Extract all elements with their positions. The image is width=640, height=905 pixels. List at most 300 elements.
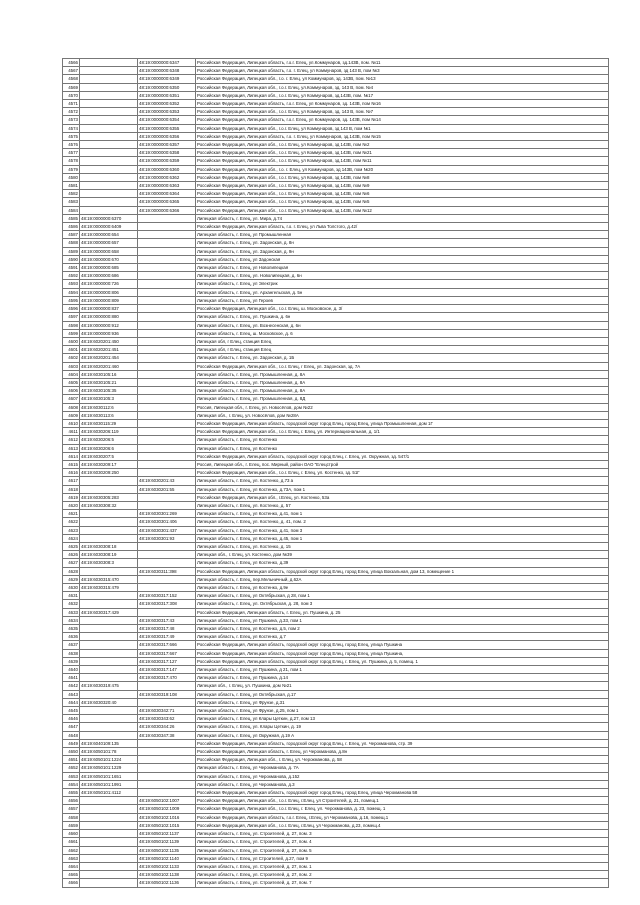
table-row[interactable] (63, 698, 609, 706)
premises-cadastral-number[interactable]: 48:19:0000000:6362 (138, 173, 196, 181)
address-cell[interactable]: Российская Федерация, Липецкая область, г.о. г. Елец, ул Льва Толстого, д.42/ (196, 223, 609, 231)
table-row[interactable] (63, 501, 609, 509)
cadastral-number[interactable] (80, 198, 138, 206)
row-number[interactable]: 4636 (63, 633, 80, 641)
table-row[interactable] (63, 288, 609, 296)
cadastral-number[interactable] (80, 731, 138, 739)
table-row[interactable] (63, 198, 609, 206)
row-number[interactable]: 4596 (63, 305, 80, 313)
premises-cadastral-number[interactable]: 48:19:6050102:1133 (138, 862, 196, 870)
address-cell[interactable]: Липецкая область, г. Елец, ул Пушкина, д.33, пом 1 (196, 616, 609, 624)
address-cell[interactable]: Липецкая область, г. Елец, ул. Промышленная, д. 8А (196, 387, 609, 395)
address-cell[interactable]: Липецкая область, г. Елец, ул Черокманова, д. 7А (196, 764, 609, 772)
row-number[interactable]: 4571 (63, 100, 80, 108)
row-number[interactable]: 4570 (63, 91, 80, 99)
row-number[interactable]: 4575 (63, 132, 80, 140)
cadastral-number[interactable]: 48:19:6030315:470 (80, 575, 138, 583)
row-number[interactable]: 4639 (63, 657, 80, 665)
row-number[interactable]: 4632 (63, 600, 80, 608)
table-row[interactable] (63, 584, 609, 592)
address-cell[interactable]: Липецкая область, г. Елец, ул Октябрьская, д 28, пом 1 (196, 592, 609, 600)
premises-cadastral-number[interactable]: 48:19:6050102:1138 (138, 871, 196, 879)
table-row[interactable] (63, 337, 609, 345)
premises-cadastral-number[interactable]: 48:19:6030317:308 (138, 600, 196, 608)
premises-cadastral-number[interactable]: 48:19:0000000:6351 (138, 91, 196, 99)
address-cell[interactable]: Липецкая область, г. Елец, ул Новолипецкая (196, 264, 609, 272)
row-number[interactable]: 4652 (63, 764, 80, 772)
table-row[interactable] (63, 871, 609, 879)
premises-cadastral-number[interactable]: 48:19:6030317:147 (138, 666, 196, 674)
table-row[interactable] (63, 100, 609, 108)
table-row[interactable] (63, 764, 609, 772)
cadastral-number[interactable]: 48:19:6030319:475 (80, 682, 138, 690)
table-row[interactable] (63, 75, 609, 83)
table-row[interactable] (63, 387, 609, 395)
cadastral-number[interactable] (80, 871, 138, 879)
row-number[interactable]: 4578 (63, 157, 80, 165)
cadastral-number[interactable] (80, 854, 138, 862)
address-cell[interactable]: Российская Федерация, Липецкая обл., г.Елец, ул. Костенко, 53а (196, 493, 609, 501)
table-row[interactable] (63, 157, 609, 165)
table-row[interactable] (63, 526, 609, 534)
address-cell[interactable]: Липецкая область, г. Елец, ул Костенко, д.41, пом 3 (196, 526, 609, 534)
cadastral-number[interactable] (80, 116, 138, 124)
premises-cadastral-number[interactable] (138, 337, 196, 345)
row-number[interactable]: 4642 (63, 682, 80, 690)
premises-cadastral-number[interactable]: 48:19:6030347:38 (138, 731, 196, 739)
cadastral-number[interactable]: 48:19:6050101:4112 (80, 789, 138, 797)
address-cell[interactable]: Российская Федерация, Липецкая обл., г.о.г. Елец, ул Коммунаров, зд. 143 В, пом. №7 (196, 108, 609, 116)
cadastral-number[interactable] (80, 91, 138, 99)
table-row[interactable] (63, 255, 609, 263)
row-number[interactable]: 4615 (63, 460, 80, 468)
row-number[interactable]: 4614 (63, 452, 80, 460)
row-number[interactable]: 4616 (63, 469, 80, 477)
table-row[interactable] (63, 821, 609, 829)
cadastral-number[interactable]: 48:19:6030207:5 (80, 452, 138, 460)
address-cell[interactable]: Липецкая область, г. Елец, ул Фрунзе, д.31 (196, 698, 609, 706)
table-row[interactable] (63, 116, 609, 124)
address-cell[interactable]: Российская Федерация, Липецкая обл., г.о.г. Елец, ул Коммунаров, зд 143В, пом №6 (196, 190, 609, 198)
cadastral-number[interactable] (80, 124, 138, 132)
address-cell[interactable]: Липецкая область, г. Елец, ул Клары Цеткин, д.27, пом 13 (196, 715, 609, 723)
row-number[interactable]: 4626 (63, 551, 80, 559)
row-number[interactable]: 4660 (63, 830, 80, 838)
address-cell[interactable]: Российская Федерация, Липецкая обл., г.о.г. Елец, ул Коммунаров, зд.143В, пом №11 (196, 157, 609, 165)
premises-cadastral-number[interactable]: 48:19:6030317:470 (138, 674, 196, 682)
table-row[interactable] (63, 616, 609, 624)
cadastral-number[interactable] (80, 132, 138, 140)
premises-cadastral-number[interactable] (138, 551, 196, 559)
row-number[interactable]: 4647 (63, 723, 80, 731)
table-row[interactable] (63, 452, 609, 460)
cadastral-number[interactable]: 48:19:6030105:21 (80, 378, 138, 386)
row-number[interactable]: 4608 (63, 403, 80, 411)
premises-cadastral-number[interactable] (138, 542, 196, 550)
premises-cadastral-number[interactable]: 48:19:6050102:1140 (138, 854, 196, 862)
cadastral-number[interactable] (80, 813, 138, 821)
row-number[interactable]: 4591 (63, 264, 80, 272)
cadastral-number[interactable] (80, 157, 138, 165)
table-row[interactable] (63, 485, 609, 493)
table-row[interactable] (63, 739, 609, 747)
address-cell[interactable]: Липецкая область, г. Елец, ул Октябрьская, д.17 (196, 690, 609, 698)
row-number[interactable]: 4572 (63, 108, 80, 116)
row-number[interactable]: 4585 (63, 214, 80, 222)
premises-cadastral-number[interactable] (138, 280, 196, 288)
row-number[interactable]: 4593 (63, 280, 80, 288)
cadastral-number[interactable] (80, 862, 138, 870)
row-number[interactable]: 4579 (63, 165, 80, 173)
table-row[interactable] (63, 469, 609, 477)
address-cell[interactable]: Российская Федерация, Липецкая обл., г. Елец, ул. Черокманова, д. 58 (196, 756, 609, 764)
premises-cadastral-number[interactable] (138, 501, 196, 509)
cadastral-number[interactable]: 48:19:6050101:78 (80, 748, 138, 756)
table-row[interactable] (63, 411, 609, 419)
cadastral-number[interactable] (80, 108, 138, 116)
row-number[interactable]: 4588 (63, 239, 80, 247)
row-number[interactable]: 4640 (63, 666, 80, 674)
address-cell[interactable]: Липецкая область, г. Елец, ул. Мира, д.74 (196, 214, 609, 222)
table-row[interactable] (63, 633, 609, 641)
row-number[interactable]: 4623 (63, 526, 80, 534)
premises-cadastral-number[interactable] (138, 403, 196, 411)
cadastral-number[interactable]: 48:19:6030105:16 (80, 370, 138, 378)
premises-cadastral-number[interactable]: 48:19:6030301:406 (138, 518, 196, 526)
table-row[interactable] (63, 206, 609, 214)
address-cell[interactable]: Липецкая область, г. Елец, ул Промышленная (196, 231, 609, 239)
cadastral-number[interactable]: 48:19:6050101:1991 (80, 780, 138, 788)
row-number[interactable]: 4606 (63, 387, 80, 395)
premises-cadastral-number[interactable] (138, 305, 196, 313)
cadastral-number[interactable] (80, 485, 138, 493)
premises-cadastral-number[interactable] (138, 354, 196, 362)
row-number[interactable]: 4594 (63, 288, 80, 296)
cadastral-number[interactable] (80, 67, 138, 75)
premises-cadastral-number[interactable]: 48:19:0000000:6356 (138, 132, 196, 140)
table-row[interactable] (63, 846, 609, 854)
premises-cadastral-number[interactable]: 48:19:6050102:1135 (138, 846, 196, 854)
cadastral-number[interactable]: 48:19:6020201:450 (80, 337, 138, 345)
table-row[interactable] (63, 748, 609, 756)
premises-cadastral-number[interactable] (138, 411, 196, 419)
row-number[interactable]: 4567 (63, 67, 80, 75)
table-row[interactable] (63, 756, 609, 764)
premises-cadastral-number[interactable]: 48:19:0000000:6355 (138, 124, 196, 132)
address-cell[interactable]: Липецкая область, г. Елец, ул. Промышленная, д. 8Д (196, 395, 609, 403)
premises-cadastral-number[interactable] (138, 428, 196, 436)
table-row[interactable] (63, 731, 609, 739)
address-cell[interactable]: Липецкая область, г. Елец, ул Черокманова, д.152 (196, 772, 609, 780)
table-row[interactable] (63, 247, 609, 255)
address-cell[interactable]: Липецкая область, г. Елец, ул Костенко (196, 444, 609, 452)
cadastral-number[interactable]: 48:19:6050101:1229 (80, 764, 138, 772)
premises-cadastral-number[interactable] (138, 444, 196, 452)
row-number[interactable]: 4651 (63, 756, 80, 764)
row-number[interactable]: 4573 (63, 116, 80, 124)
table-row[interactable] (63, 789, 609, 797)
row-number[interactable]: 4624 (63, 534, 80, 542)
cadastral-number[interactable] (80, 666, 138, 674)
row-number[interactable]: 4605 (63, 378, 80, 386)
row-number[interactable]: 4586 (63, 223, 80, 231)
premises-cadastral-number[interactable]: 48:19:6030344:26 (138, 723, 196, 731)
premises-cadastral-number[interactable]: 48:19:6030301:437 (138, 526, 196, 534)
premises-cadastral-number[interactable]: 48:19:0000000:6359 (138, 157, 196, 165)
cadastral-number[interactable]: 48:19:6030317:429 (80, 608, 138, 616)
row-number[interactable]: 4656 (63, 797, 80, 805)
premises-cadastral-number[interactable]: 48:19:0000000:6366 (138, 206, 196, 214)
cadastral-number[interactable] (80, 190, 138, 198)
table-row[interactable] (63, 83, 609, 91)
row-number[interactable]: 4622 (63, 518, 80, 526)
address-cell[interactable]: Липецкая область, г. Елец, ул. Пушкина, д. 6н (196, 313, 609, 321)
cadastral-number[interactable] (80, 141, 138, 149)
table-row[interactable] (63, 641, 609, 649)
row-number[interactable]: 4566 (63, 59, 80, 67)
premises-cadastral-number[interactable] (138, 789, 196, 797)
address-cell[interactable]: Липецкая область, г. Елец, ул. Задонская, д. 9н (196, 247, 609, 255)
row-number[interactable]: 4646 (63, 715, 80, 723)
premises-cadastral-number[interactable]: 48:19:0000000:6360 (138, 165, 196, 173)
table-row[interactable] (63, 510, 609, 518)
table-row[interactable] (63, 830, 609, 838)
cadastral-number[interactable]: 48:19:6030308:32 (80, 501, 138, 509)
cadastral-number[interactable]: 48:19:0000000:726 (80, 280, 138, 288)
row-number[interactable]: 4655 (63, 789, 80, 797)
premises-cadastral-number[interactable] (138, 329, 196, 337)
cadastral-number[interactable]: 48:19:0000000:880 (80, 313, 138, 321)
address-cell[interactable]: Липецкая область, г. Елец, ш. Московское, д. 6 (196, 329, 609, 337)
table-row[interactable] (63, 854, 609, 862)
address-cell[interactable]: Российская Федерация, Липецкая область, г.о. г. Елец, ул Коммунаров, зд 143 В, пом №3 (196, 67, 609, 75)
table-row[interactable] (63, 723, 609, 731)
premises-cadastral-number[interactable] (138, 436, 196, 444)
address-cell[interactable]: Российская Федерация, Липецкая обл., г.о.г. Елец, г.Елец, ул Черокманова, д.23, помещ.4 (196, 821, 609, 829)
cadastral-number[interactable]: 48:19:6030115:29 (80, 419, 138, 427)
cadastral-number[interactable] (80, 649, 138, 657)
address-cell[interactable]: Российская Федерация, Липецкая обл., г.о.г. Елец, г.Елец, ул Строителей, д. 21, помещ.1 (196, 797, 609, 805)
address-cell[interactable]: Российская Федерация, Липецкая обл., г.о.г. Елец, ул Коммунаров, зд 143В, пом №2 (196, 141, 609, 149)
row-number[interactable]: 4620 (63, 501, 80, 509)
cadastral-number[interactable] (80, 715, 138, 723)
cadastral-number[interactable] (80, 534, 138, 542)
cadastral-number[interactable]: 48:19:6050101:1224 (80, 756, 138, 764)
address-cell[interactable]: Липецкая обл., г. Елец, ул. Пушкина, дом №21 (196, 682, 609, 690)
premises-cadastral-number[interactable] (138, 378, 196, 386)
address-cell[interactable]: Липецкая область, г. Елец, ул Костенко, д.39 (196, 559, 609, 567)
premises-cadastral-number[interactable]: 48:19:6030311:398 (138, 567, 196, 575)
table-row[interactable] (63, 214, 609, 222)
table-row[interactable] (63, 460, 609, 468)
premises-cadastral-number[interactable]: 48:19:0000000:6348 (138, 67, 196, 75)
cadastral-number[interactable] (80, 674, 138, 682)
address-cell[interactable]: Липецкая область, г. Елец, ул Костенко, д.73А, пом 1 (196, 485, 609, 493)
premises-cadastral-number[interactable] (138, 460, 196, 468)
address-cell[interactable]: Российская Федерация, Липецкая обл., г.о.г. Елец, ул Коммунаров, зд 143В, пом №5 (196, 198, 609, 206)
table-row[interactable] (63, 362, 609, 370)
table-row[interactable] (63, 239, 609, 247)
address-cell[interactable]: Липецкая область, г. Елец, ул. Строителей, д. 27, пом. 3 (196, 830, 609, 838)
address-cell[interactable]: Российская Федерация, Липецкая обл., г.о.г. Елец, ул Коммунаров, зд 143В, пом №9 (196, 182, 609, 190)
row-number[interactable]: 4619 (63, 493, 80, 501)
table-row[interactable] (63, 67, 609, 75)
table-row[interactable] (63, 436, 609, 444)
cadastral-number[interactable]: 48:19:0000000:685 (80, 264, 138, 272)
cadastral-number[interactable] (80, 805, 138, 813)
address-cell[interactable]: Липецкая область, г. Елец, ул Окружная, д.19 А (196, 731, 609, 739)
row-number[interactable]: 4641 (63, 674, 80, 682)
table-row[interactable] (63, 797, 609, 805)
row-number[interactable]: 4650 (63, 748, 80, 756)
cadastral-number[interactable]: 48:19:6030105:35 (80, 387, 138, 395)
address-cell[interactable]: Российская Федерация, Липецкая область, городской округ город Елец, город Елец, улица Вокзальная, дом 13, помещение 1 (196, 567, 609, 575)
address-cell[interactable]: Липецкая область, г. Елец, ул Черокманова, д.3 (196, 780, 609, 788)
table-row[interactable] (63, 592, 609, 600)
table-row[interactable] (63, 419, 609, 427)
table-row[interactable] (63, 173, 609, 181)
table-row[interactable] (63, 329, 609, 337)
cadastral-number[interactable] (80, 641, 138, 649)
premises-cadastral-number[interactable] (138, 608, 196, 616)
premises-cadastral-number[interactable] (138, 264, 196, 272)
address-cell[interactable]: Российская Федерация, Липецкая обл., г.о. г. Елец, ул Коммунаров, зд. 143В, пом. №13 (196, 75, 609, 83)
address-cell[interactable]: Российская Федерация, Липецкая область, городской округ город Елец, город Елец, улица Пушкина (196, 641, 609, 649)
row-number[interactable]: 4659 (63, 821, 80, 829)
premises-cadastral-number[interactable] (138, 682, 196, 690)
premises-cadastral-number[interactable]: 48:19:0000000:6354 (138, 116, 196, 124)
table-row[interactable] (63, 305, 609, 313)
cadastral-number[interactable]: 48:19:6030112:6 (80, 403, 138, 411)
address-cell[interactable]: Российская Федерация, Липецкая обл., г.о.г. Елец, г. Елец, ул. Костенко, зд. 51Г (196, 469, 609, 477)
table-row[interactable] (63, 223, 609, 231)
premises-cadastral-number[interactable] (138, 362, 196, 370)
row-number[interactable]: 4635 (63, 625, 80, 633)
cadastral-number[interactable] (80, 879, 138, 887)
premises-cadastral-number[interactable] (138, 575, 196, 583)
address-cell[interactable]: Липецкая обл., г. Елец, ул. Новосёлов, дом №28А (196, 411, 609, 419)
address-cell[interactable]: Российская Федерация, Липецкая область, г.о.г. Елец, ул.Коммунаров, зд.143В, пом. №11 (196, 59, 609, 67)
row-number[interactable]: 4664 (63, 862, 80, 870)
table-row[interactable] (63, 690, 609, 698)
row-number[interactable]: 4610 (63, 419, 80, 427)
cadastral-number[interactable] (80, 206, 138, 214)
address-cell[interactable]: Липецкая область, г. Елец, ул. Задонская, д. 1Б (196, 354, 609, 362)
cadastral-number[interactable] (80, 526, 138, 534)
address-cell[interactable]: Липецкая обл, г Елец, станция Елец (196, 337, 609, 345)
premises-cadastral-number[interactable]: 48:19:6030201:55 (138, 485, 196, 493)
premises-cadastral-number[interactable]: 48:19:6030319:108 (138, 690, 196, 698)
cadastral-number[interactable]: 48:19:6030105:3 (80, 395, 138, 403)
address-cell[interactable]: Российская Федерация, Липецкая область, городской округ город Елец, г. Елец, ул. Окружная, зд. 547/1 (196, 452, 609, 460)
row-number[interactable]: 4666 (63, 879, 80, 887)
address-cell[interactable]: Российская Федерация, Липецкая область, г. Елец, ул Черокманова, д.8н (196, 748, 609, 756)
table-row[interactable] (63, 296, 609, 304)
premises-cadastral-number[interactable]: 48:19:6030317:666 (138, 641, 196, 649)
address-cell[interactable]: Липецкая область, г. Елец, ул Пушкина, д.14 (196, 674, 609, 682)
table-row[interactable] (63, 838, 609, 846)
table-row[interactable] (63, 141, 609, 149)
premises-cadastral-number[interactable] (138, 296, 196, 304)
row-number[interactable]: 4574 (63, 124, 80, 132)
premises-cadastral-number[interactable]: 48:19:0000000:6353 (138, 108, 196, 116)
address-cell[interactable]: Российская Федерация, Липецкая обл., г.о.г. Елец, ул Коммунаров, зд 143В, пом №8 (196, 173, 609, 181)
cadastral-number[interactable]: 48:19:6030206:5 (80, 436, 138, 444)
row-number[interactable]: 4580 (63, 173, 80, 181)
row-number[interactable]: 4663 (63, 854, 80, 862)
table-row[interactable] (63, 313, 609, 321)
table-row[interactable] (63, 879, 609, 887)
table-row[interactable] (63, 165, 609, 173)
table-row[interactable] (63, 231, 609, 239)
cadastral-number[interactable]: 48:19:6030305:283 (80, 493, 138, 501)
table-row[interactable] (63, 395, 609, 403)
row-number[interactable]: 4654 (63, 780, 80, 788)
address-cell[interactable]: Липецкая область, г. Елец, ул. Строителей, д. 27, пом. 4 (196, 838, 609, 846)
premises-cadastral-number[interactable]: 48:19:6050102:1007 (138, 797, 196, 805)
cadastral-number[interactable] (80, 592, 138, 600)
cadastral-number[interactable] (80, 149, 138, 157)
premises-cadastral-number[interactable] (138, 395, 196, 403)
cadastral-number[interactable] (80, 830, 138, 838)
cadastral-number[interactable] (80, 625, 138, 633)
table-row[interactable] (63, 493, 609, 501)
table-row[interactable] (63, 354, 609, 362)
cadastral-number[interactable] (80, 600, 138, 608)
premises-cadastral-number[interactable] (138, 214, 196, 222)
premises-cadastral-number[interactable]: 48:19:6030301:93 (138, 534, 196, 542)
row-number[interactable]: 4592 (63, 272, 80, 280)
cadastral-number[interactable]: 48:19:6030209:250 (80, 469, 138, 477)
premises-cadastral-number[interactable]: 48:19:6030342:71 (138, 707, 196, 715)
premises-cadastral-number[interactable] (138, 780, 196, 788)
cadastral-number[interactable]: 48:19:6030206:6 (80, 444, 138, 452)
cadastral-number[interactable]: 48:19:6020201:460 (80, 362, 138, 370)
premises-cadastral-number[interactable] (138, 772, 196, 780)
cadastral-number[interactable] (80, 83, 138, 91)
address-cell[interactable]: Липецкая область, г. Елец, ул Пушкина, д 21, пом 1 (196, 666, 609, 674)
cadastral-number[interactable] (80, 690, 138, 698)
premises-cadastral-number[interactable] (138, 739, 196, 747)
premises-cadastral-number[interactable] (138, 584, 196, 592)
address-cell[interactable]: Липецкая область, г. Елец, ул Костенко, д.9е (196, 584, 609, 592)
cadastral-number[interactable]: 48:19:6030308:3 (80, 559, 138, 567)
premises-cadastral-number[interactable]: 48:19:6050102:1015 (138, 821, 196, 829)
address-cell[interactable]: Российская Федерация, Липецкая область, г.о.г. Елец, ул Коммунаров, зд. 143В, пом №16 (196, 100, 609, 108)
premises-cadastral-number[interactable] (138, 469, 196, 477)
address-cell[interactable]: Российская Федерация, Липецкая область, городской округ город Елец, город Елец, улица Черокманова 58 (196, 789, 609, 797)
premises-cadastral-number[interactable] (138, 239, 196, 247)
cadastral-number[interactable] (80, 518, 138, 526)
row-number[interactable]: 4618 (63, 485, 80, 493)
premises-cadastral-number[interactable]: 48:19:6030317:49 (138, 633, 196, 641)
table-row[interactable] (63, 534, 609, 542)
table-row[interactable] (63, 518, 609, 526)
row-number[interactable]: 4661 (63, 838, 80, 846)
cadastral-number[interactable]: 48:19:0000000:657 (80, 239, 138, 247)
premises-cadastral-number[interactable] (138, 452, 196, 460)
row-number[interactable]: 4598 (63, 321, 80, 329)
cadastral-number[interactable]: 48:19:0000000:6409 (80, 223, 138, 231)
premises-cadastral-number[interactable]: 48:19:6030301:269 (138, 510, 196, 518)
premises-cadastral-number[interactable]: 48:19:6030317:127 (138, 657, 196, 665)
address-cell[interactable]: Липецкая область, г. Елец, ул. Строителей, д. 27, пом. 5 (196, 846, 609, 854)
cadastral-number[interactable] (80, 75, 138, 83)
row-number[interactable]: 4582 (63, 190, 80, 198)
row-number[interactable]: 4611 (63, 428, 80, 436)
table-row[interactable] (63, 108, 609, 116)
address-cell[interactable]: Россия, Липецкая обл., г. Елец, пос. Мирный, район ОАО "Елецстрой (196, 460, 609, 468)
